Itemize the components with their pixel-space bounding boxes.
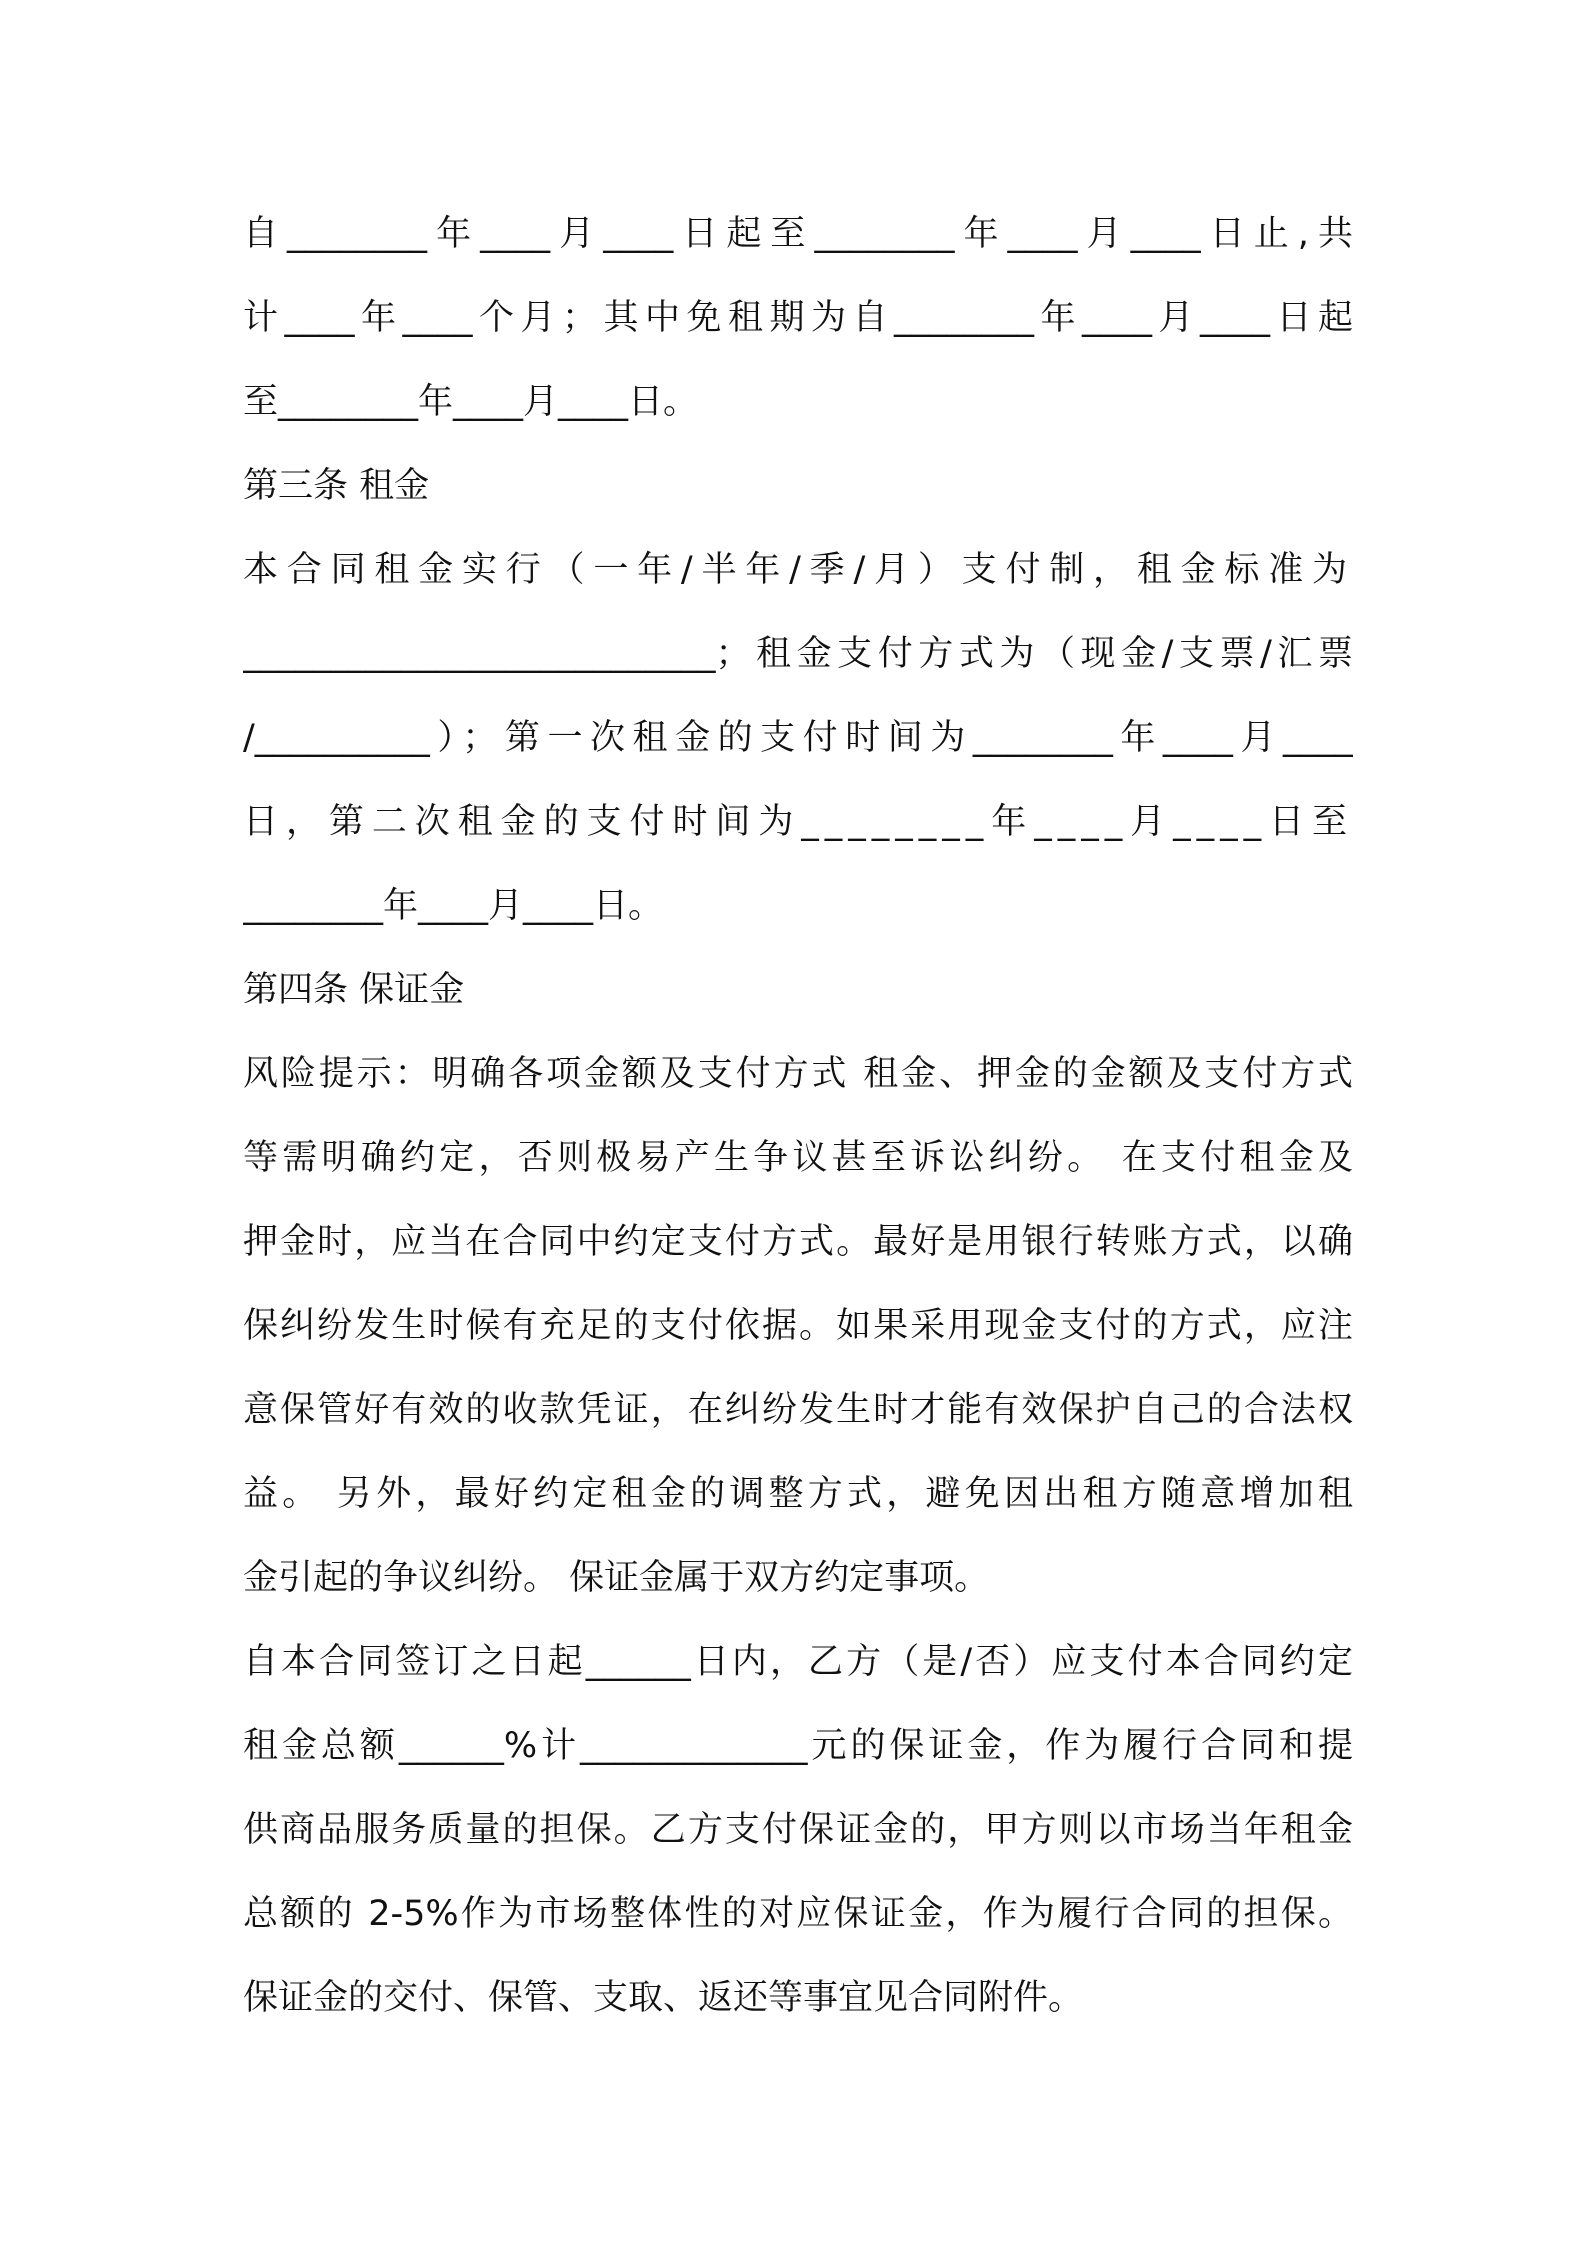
text-line: 保证金的交付、保管、支取、返还等事宜见合同附件。 [243,1978,1084,2018]
text-line: 总额的 2-5%作为市场整体性的对应保证金，作为履行合同的担保。 [243,1894,1353,1934]
text-line: 本合同租金实行（一年/半年/季/月）支付制，租金标准为 [243,550,1353,590]
text-line: 意保管好有效的收款凭证，在纠纷发生时才能有效保护自己的合法权 [243,1390,1353,1430]
text-line: 风险提示：明确各项金额及支付方式 租金、押金的金额及支付方式 [243,1054,1353,1094]
text-line: 日，第二次租金的支付时间为________年____月____日至 [243,802,1353,842]
section-heading-rent: 第三条 租金 [243,466,430,506]
text-line: /__________）；第一次租金的支付时间为________年____月____ [243,718,1353,758]
section-heading-deposit: 第四条 保证金 [243,970,465,1010]
text-line: 至________年____月____日。 [243,382,699,422]
text-line: ___________________________；租金支付方式为（现金/支票/汇票 [243,634,1353,674]
text-line: 押金时，应当在合同中约定支付方式。最好是用银行转账方式，以确 [243,1222,1353,1262]
text-line: 供商品服务质量的担保。乙方支付保证金的，甲方则以市场当年租金 [243,1810,1353,1850]
text-line: ________年____月____日。 [243,886,664,926]
text-line: 自________年____月____日起至________年____月____日止,共 [243,214,1353,254]
text-line: 金引起的争议纠纷。 保证金属于双方约定事项。 [243,1558,990,1598]
text-line: 益。 另外，最好约定租金的调整方式，避免因出租方随意增加租 [243,1474,1353,1514]
text-line: 保纠纷发生时候有充足的支付依据。如果采用现金支付的方式，应注 [243,1306,1353,1346]
document-body [243,192,1353,2040]
text-line: 自本合同签订之日起______日内，乙方（是/否）应支付本合同约定 [243,1642,1353,1682]
text-line: 租金总额______%计_____________元的保证金，作为履行合同和提 [243,1726,1353,1766]
text-line: 等需明确约定，否则极易产生争议甚至诉讼纠纷。 在支付租金及 [243,1138,1353,1178]
text-line: 计____年____个月；其中免租期为自________年____月____日起 [243,298,1353,338]
